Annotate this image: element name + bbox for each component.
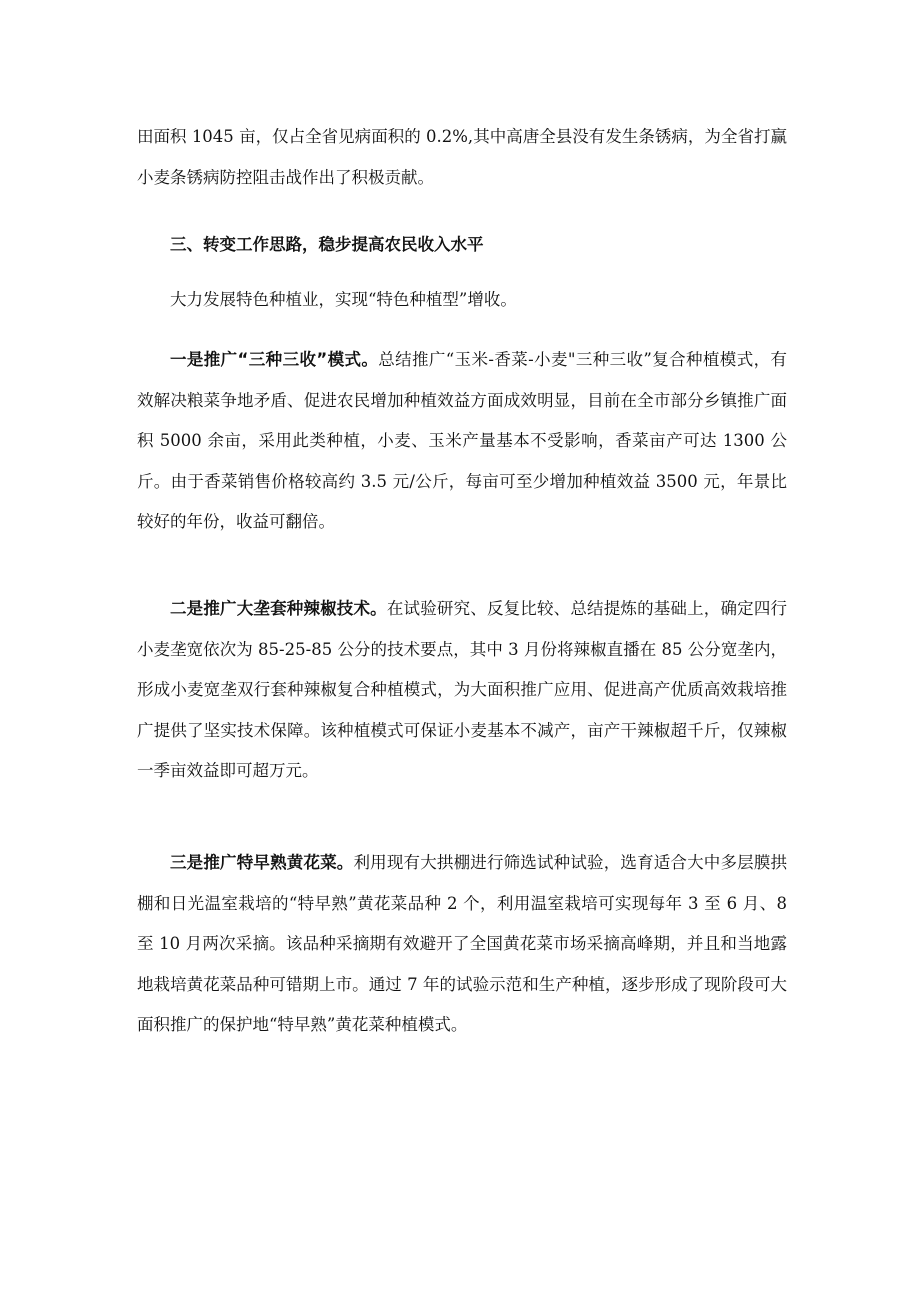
paragraph-lead: 二是推广大垄套种辣椒技术。	[170, 599, 387, 618]
paragraph-lead: 三是推广特早熟黄花菜。	[170, 853, 354, 872]
paragraph-text: 大力发展特色种植业，实现“特色种植型”增收。	[170, 290, 517, 309]
paragraph-lead: 一是推广“三种三收”模式。	[170, 350, 379, 369]
paragraph-text: 总结推广“玉米-香菜-小麦"三种三收”复合种植模式，有效解决粮菜争地矛盾、促进农民增加种植效益方面成效明显，目前在全市部分乡镇推广面积 5000 余亩，采用此类种植，小麦、玉米产量基本不受影响，香菜亩产可达 1300 公斤。由于香菜销售价格较高约 3.5 元/公斤，每亩可至少增加种植效益 3500 元，年景比较好的年份，收益可翻倍。	[137, 350, 787, 531]
paragraph-item-2	[137, 589, 787, 792]
paragraph-text: 在试验研究、反复比较、总结提炼的基础上，确定四行小麦垄宽依次为 85-25-85 公分的技术要点，其中 3 月份将辣椒直播在 85 公分宽垄内，形成小麦宽垄双行套种辣椒复合种植模式，为大面积推广应用、促进高产优质高效栽培推广提供了坚实技术保障。该种植模式可保证小麦基本不减产，亩产干辣椒超千斤，仅辣椒一季亩效益即可超万元。	[137, 599, 788, 780]
section-heading-text: 三、转变工作思路，稳步提高农民收入水平	[170, 235, 484, 254]
paragraph-item-3	[137, 843, 787, 1046]
paragraph-text: 田面积 1045 亩，仅占全省见病面积的 0.2%,其中高唐全县没有发生条锈病，为全省打赢小麦条锈病防控阻击战作出了积极贡献。	[137, 127, 787, 187]
section-heading	[137, 225, 787, 266]
paragraph-continuation	[137, 117, 787, 198]
paragraph-intro	[137, 280, 787, 321]
paragraph-text: 利用现有大拱棚进行筛选试种试验，选育适合大中多层膜拱棚和日光温室栽培的“特早熟”黄花菜品种 2 个，利用温室栽培可实现每年 3 至 6 月、8 至 10 月两次采摘。该品种采摘期有效避开了全国黄花菜市场采摘高峰期，并且和当地露地栽培黄花菜品种可错期上市。通过 7 年的试验示范和生产种植，逐步形成了现阶段可大面积推广的保护地“特早熟”黄花菜种植模式。	[137, 853, 788, 1034]
paragraph-item-1	[137, 340, 787, 543]
